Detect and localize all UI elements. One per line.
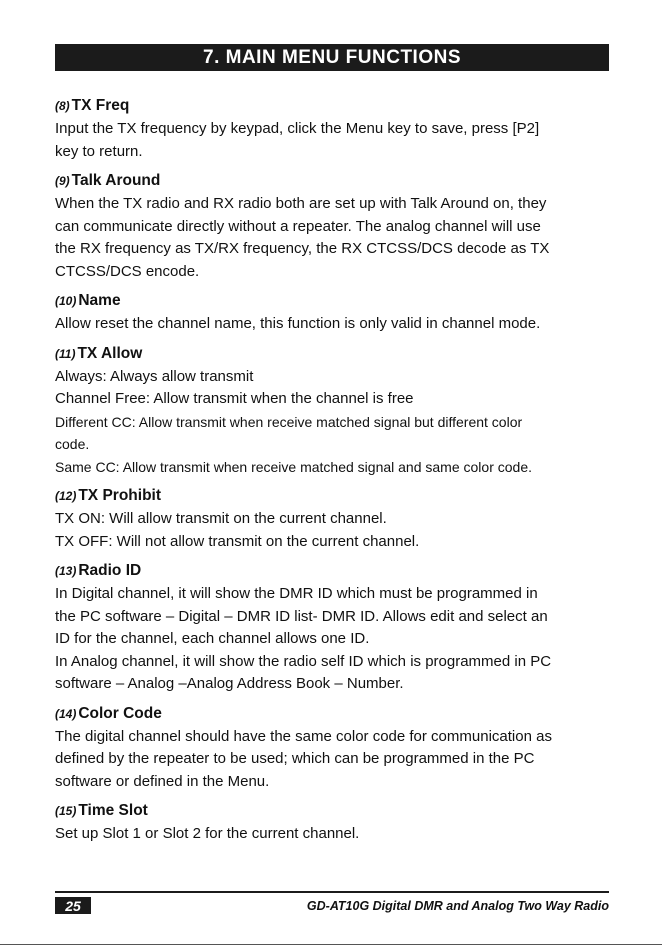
paragraph-line: the PC software – Digital – DMR ID list- DMR ID. Allows edit and select an — [55, 607, 548, 625]
section-number: (12) — [55, 489, 77, 503]
paragraph-line: Different CC: Allow transmit when receive matched signal but different color — [55, 413, 523, 430]
paragraph-line: defined by the repeater to be used; which can be programmed in the PC — [55, 750, 535, 767]
section-title: Name — [78, 292, 121, 309]
section-tx-prohibit — [55, 486, 609, 553]
section-talk-around — [55, 171, 609, 283]
section-heading — [55, 801, 609, 821]
paragraph-line: can communicate directly without a repeater. The analog channel will use — [55, 217, 541, 235]
paragraph-line: the RX frequency as TX/RX frequency, the RX CTCSS/DCS decode as TX — [55, 240, 550, 257]
section-tx-allow — [55, 344, 609, 479]
section-number: (10) — [55, 294, 77, 308]
section-heading — [55, 171, 609, 191]
section-heading — [55, 291, 609, 311]
section-color-code — [55, 704, 609, 794]
paragraph-line: The digital channel should have the same color code for communication as — [55, 727, 552, 745]
section-title: Time Slot — [78, 802, 148, 819]
paragraph-line: Channel Free: Allow transmit when the channel is free — [55, 390, 414, 407]
footer-divider — [55, 891, 609, 893]
section-name — [55, 291, 609, 336]
page-number-badge — [55, 897, 91, 914]
page-title-bar — [55, 44, 609, 71]
section-title: Radio ID — [78, 562, 142, 579]
section-title: TX Prohibit — [78, 487, 162, 504]
paragraph-line: Always: Always allow transmit — [55, 367, 254, 385]
section-radio-id — [55, 561, 609, 696]
section-heading — [55, 486, 609, 506]
section-heading — [55, 704, 609, 724]
section-title: Color Code — [78, 704, 162, 722]
paragraph-line: Same CC: Allow transmit when receive matched signal and same color code. — [55, 458, 532, 475]
section-number: (8) — [55, 99, 70, 113]
section-number: (9) — [55, 174, 70, 188]
paragraph-line: TX ON: Will allow transmit on the current channel. — [55, 510, 387, 527]
section-number: (13) — [55, 564, 77, 578]
section-heading — [55, 96, 609, 116]
paragraph-line: key to return. — [55, 142, 143, 160]
paragraph-line: software or defined in the Menu. — [55, 772, 270, 790]
section-heading — [55, 561, 609, 581]
footer-product-name: GD-AT10G Digital DMR and Analog Two Way Radio — [306, 899, 609, 913]
section-number: (14) — [55, 706, 77, 721]
paragraph-line: Input the TX frequency by keypad, click the Menu key to save, press [P2] — [55, 120, 540, 137]
paragraph-line: In Digital channel, it will show the DMR ID which must be programmed in — [55, 585, 538, 602]
paragraph-line: Allow reset the channel name, this function is only valid in channel mode. — [55, 315, 541, 332]
section-number: (11) — [55, 346, 76, 361]
content — [55, 96, 609, 854]
page-title: 7. MAIN MENU FUNCTIONS — [203, 46, 461, 68]
paragraph-line: Set up Slot 1 or Slot 2 for the current channel. — [55, 825, 360, 842]
section-heading — [55, 344, 609, 364]
section-tx-freq — [55, 96, 609, 163]
page-number: 25 — [65, 897, 81, 914]
page-bottom-edge — [0, 944, 662, 945]
section-title: TX Freq — [71, 97, 130, 114]
section-title: Talk Around — [71, 172, 161, 189]
section-title: TX Allow — [77, 344, 143, 362]
paragraph-line: When the TX radio and RX radio both are set up with Talk Around on, they — [55, 195, 547, 212]
paragraph-line: software – Analog –Analog Address Book – Number. — [55, 675, 404, 692]
paragraph-line: ID for the channel, each channel allows one ID. — [55, 630, 370, 647]
paragraph-line: CTCSS/DCS encode. — [55, 262, 200, 280]
paragraph-line: code. — [55, 436, 90, 452]
paragraph-line: In Analog channel, it will show the radio self ID which is programmed in PC — [55, 652, 552, 670]
section-time-slot — [55, 801, 609, 846]
paragraph-line: TX OFF: Will not allow transmit on the current channel. — [55, 532, 420, 550]
section-number: (15) — [55, 804, 77, 818]
